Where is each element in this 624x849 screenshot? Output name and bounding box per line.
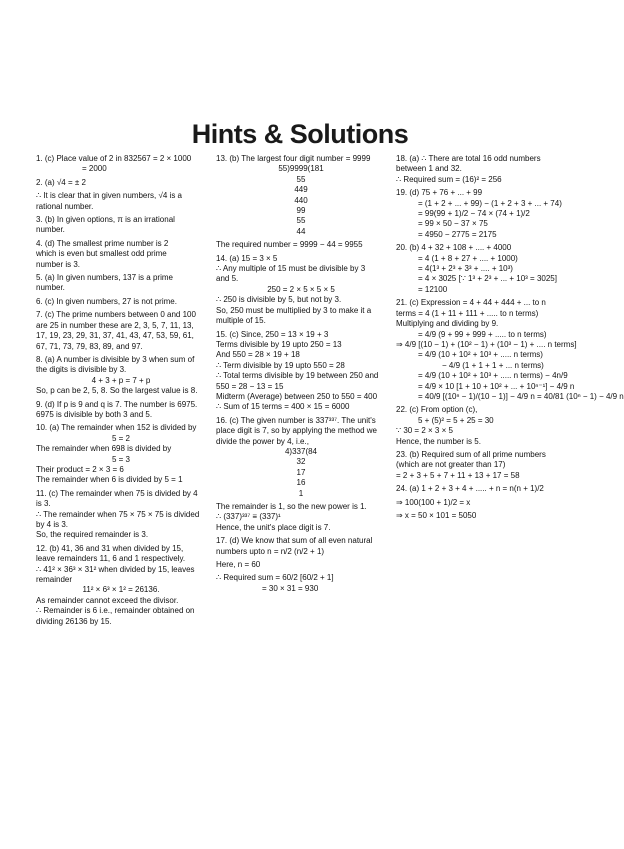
solution-line: = 12100 <box>418 284 448 294</box>
solution-line: Their product = 2 × 3 = 6 <box>36 464 124 474</box>
solution-line: multiple of 15. <box>216 316 266 326</box>
solution-line: = 4(1³ + 2³ + 3³ + .... + 10³) <box>418 264 513 274</box>
solution-line: Here, n = 60 <box>216 560 261 570</box>
solution-line: 4)337(84 <box>284 446 318 456</box>
solution-line: remainder <box>36 575 73 585</box>
solution-item <box>396 484 568 521</box>
solution-item <box>396 154 568 185</box>
solution-line: leave remainders 11, 6 and 1 respectively. <box>36 554 186 564</box>
solution-line: (which are not greater than 17) <box>396 460 506 470</box>
solution-line: 32 <box>296 457 306 467</box>
solution-line: 55 <box>296 216 306 226</box>
solution-line: 17, 19, 23, 29, 31, 37, 41, 43, 47, 53, 59, 61, <box>36 331 194 341</box>
solution-line: ∴ It is clear that in given numbers, √4 is a <box>36 191 182 201</box>
solution-line: = 4/9 (10 + 10² + 10³ + ..... n terms) − 4n/9 <box>418 371 568 381</box>
solution-line: ∴ 41² × 36³ × 31² when divided by 15, leaves <box>36 564 195 574</box>
solution-line: = 2 + 3 + 5 + 7 + 11 + 13 + 17 = 58 <box>396 470 520 480</box>
solution-line: ∴ Sum of 15 terms = 400 × 15 = 6000 <box>216 402 350 412</box>
solution-item <box>216 416 386 533</box>
solution-line: 5 + (5)² = 5 + 25 = 30 <box>418 415 494 425</box>
solution-line: number. <box>36 225 65 235</box>
solution-line: 11² × 6³ × 1² = 26136. <box>82 585 160 595</box>
solution-line: 440 <box>294 195 308 205</box>
solution-item <box>36 310 206 352</box>
solution-line: 5. (a) In given numbers, 137 is a prime <box>36 273 173 283</box>
solution-line: = 99 × 50 − 37 × 75 <box>418 219 488 229</box>
solution-item <box>396 450 568 481</box>
solution-line: ∴ Required sum = 60/2 [60/2 + 1] <box>216 573 334 583</box>
solution-line: 13. (b) The largest four digit number = 9999 <box>216 154 371 163</box>
solution-line: 23. (b) Required sum of all prime numbers <box>396 449 546 459</box>
solution-item <box>36 400 206 421</box>
solution-line: 6. (c) In given numbers, 27 is not prime. <box>36 296 177 306</box>
solution-item <box>36 154 206 175</box>
solution-line: which is even but smallest odd prime <box>36 249 167 259</box>
solution-line: 21. (c) Expression = 4 + 44 + 444 + ... to n <box>396 298 546 308</box>
solution-line: Hence, the unit's place digit is 7. <box>216 522 331 532</box>
solution-line: 22. (c) From option (c), <box>396 405 478 415</box>
solution-item <box>216 154 386 251</box>
column-2 <box>216 154 386 594</box>
solution-line: = 4/9 (9 + 99 + 999 + ..... to n terms) <box>418 329 547 339</box>
solution-line: Hence, the number is 5. <box>396 436 481 446</box>
solution-line: 19. (d) 75 + 76 + ... + 99 <box>396 188 483 198</box>
solution-line: ⇒ x = 50 × 101 = 5050 <box>396 511 477 520</box>
solution-line: 14. (a) 15 = 3 × 5 <box>216 253 278 263</box>
solution-line: 8. (a) A number is divisible by 3 when sum of <box>36 354 195 364</box>
solution-line: So, p can be 2, 5, 8. So the largest value is 8. <box>36 386 198 396</box>
solution-line: ∴ The remainder when 75 × 75 × 75 is divided <box>36 509 200 519</box>
solution-item <box>216 536 386 594</box>
solution-line: dividing 26136 by 15. <box>36 616 112 626</box>
solution-line: 55 <box>296 174 306 184</box>
solution-line: 15. (c) Since, 250 = 13 × 19 + 3 <box>216 329 329 339</box>
solution-line: So, the required remainder is 3. <box>36 530 149 540</box>
solution-line: number is 3. <box>36 259 81 269</box>
solution-line: ∴ Total terms divisible by 19 between 250 and <box>216 371 379 381</box>
solution-item <box>36 239 206 270</box>
solution-item <box>36 273 206 294</box>
solution-line: ∴ Term divisible by 19 upto 550 = 28 <box>216 360 345 370</box>
solution-line: − 4/9 (1 + 1 + 1 + ... n terms) <box>442 360 544 370</box>
solution-item <box>36 489 206 541</box>
solution-line: the digits is divisible by 3. <box>36 365 127 375</box>
solution-line: 7. (c) The prime numbers between 0 and 100 <box>36 310 196 320</box>
solution-line: ⇒ 100(100 + 1)/2 = x <box>396 497 471 507</box>
solution-line: 20. (b) 4 + 32 + 108 + .... + 4000 <box>396 243 512 253</box>
solution-line: rational number. <box>36 201 94 211</box>
solution-line: ∴ Required sum = (16)² = 256 <box>396 174 502 184</box>
solution-line: = 4/9 (10 + 10² + 10³ + ..... n terms) <box>418 350 543 360</box>
solution-line: 5 = 2 <box>111 433 130 443</box>
solution-line: are 25 in number these are 2, 3, 5, 7, 11, 13, <box>36 320 194 330</box>
solution-line: = 2000 <box>82 164 107 174</box>
solution-item <box>36 215 206 236</box>
solution-item <box>396 188 568 240</box>
solution-line: 12. (b) 41, 36 and 31 when divided by 15, <box>36 543 184 553</box>
solution-line: 44 <box>296 226 306 236</box>
solution-line: divide the power by 4, i.e., <box>216 436 309 446</box>
solution-line: numbers upto n = n/2 (n/2 + 1) <box>216 546 325 556</box>
solution-line: 3. (b) In given options, π is an irrational <box>36 215 175 225</box>
column-3 <box>396 154 624 521</box>
page-title: Hints & Solutions <box>191 119 409 149</box>
solution-item <box>36 544 206 627</box>
solution-item <box>36 423 206 485</box>
solution-line: 24. (a) 1 + 2 + 3 + 4 + ..... + n = n(n + 1)/2 <box>396 484 544 494</box>
solution-line: 250 = 2 × 5 × 5 × 5 <box>267 284 335 294</box>
column-1 <box>36 154 206 627</box>
solution-line: ∴ Remainder is 6 i.e., remainder obtained on <box>36 606 195 616</box>
solution-line: ∵ 30 = 2 × 3 × 5 <box>396 426 453 436</box>
solution-line: = 4/9 × 10 [1 + 10 + 10² + ... + 10ⁿ⁻¹] − 4/9 n <box>418 381 575 391</box>
solution-line: between 1 and 32. <box>396 164 462 174</box>
solution-line: 550 = 28 − 13 = 15 <box>216 381 284 391</box>
solution-line: 99 <box>296 206 306 216</box>
solution-line: 18. (a) ∴ There are total 16 odd numbers <box>396 154 541 163</box>
solution-line: The remainder when 698 is divided by <box>36 444 172 454</box>
solution-line: 16 <box>296 478 306 488</box>
solution-line: Multiplying and dividing by 9. <box>396 319 499 329</box>
solution-item <box>216 330 386 413</box>
solution-line: = 4950 − 2775 = 2175 <box>418 229 497 239</box>
solution-line: 11. (c) The remainder when 75 is divided by 4 <box>36 488 198 498</box>
solution-line: ⇒ 4/9 [(10 − 1) + (10² − 1) + (10³ − 1) + .... n terms] <box>396 339 577 349</box>
solution-line: As remainder cannot exceed the divisor. <box>36 595 179 605</box>
solution-line: 17 <box>296 467 306 477</box>
solution-line: 6975 is divisible by both 3 and 5. <box>36 409 153 419</box>
solution-line: = 99(99 + 1)/2 − 74 × (74 + 1)/2 <box>418 209 530 219</box>
solution-line: 10. (a) The remainder when 152 is divided by <box>36 423 197 433</box>
solution-line: 2. (a) √4 = ± 2 <box>36 177 86 187</box>
solution-item <box>36 178 206 212</box>
solution-line: = 30 × 31 = 930 <box>262 583 319 593</box>
solution-item <box>36 297 206 307</box>
solution-line: 17. (d) We know that sum of all even natural <box>216 536 373 546</box>
solution-line: The required number = 9999 − 44 = 9955 <box>216 240 363 250</box>
solution-line: = 4 (1 + 8 + 27 + .... + 1000) <box>418 253 518 263</box>
solution-item <box>396 298 624 402</box>
solution-line: 55)9999(181 <box>278 164 324 174</box>
solution-line: ∴ Any multiple of 15 must be divisible by 3 <box>216 264 366 274</box>
solution-line: The remainder is 1, so the new power is 1. <box>216 502 367 511</box>
solution-line: is 3. <box>36 499 51 509</box>
solution-item <box>396 243 568 295</box>
solution-line: terms = 4 (1 + 11 + 111 + ..... to n terms) <box>396 308 539 318</box>
solution-line: = 40/9 [(10ⁿ − 1)/(10 − 1)] − 4/9 n = 40/81 (10ⁿ − 1) − 4/9 n <box>418 391 624 401</box>
solution-line: 5 = 3 <box>111 454 130 464</box>
solution-line: Midterm (Average) between 250 to 550 = 400 <box>216 391 378 401</box>
solution-line: ∴ 250 is divisible by 5, but not by 3. <box>216 295 342 305</box>
solution-line: Terms divisible by 19 upto 250 = 13 <box>216 339 342 349</box>
solution-line: ∴ (337)³³⁷ ≡ (337)¹ <box>216 512 281 522</box>
solution-line: 1 <box>298 488 304 498</box>
solution-line: by 4 is 3. <box>36 520 69 529</box>
solution-line: 67, 71, 73, 79, 83, 89, and 97. <box>36 341 143 351</box>
solution-line: 449 <box>294 185 308 195</box>
solution-line: 4 + 3 + p = 7 + p <box>91 375 151 385</box>
solution-line: So, 250 must be multiplied by 3 to make it a <box>216 305 372 315</box>
solution-line: 1. (c) Place value of 2 in 832567 = 2 × 1000 <box>36 154 192 163</box>
solution-line: and 5. <box>216 274 239 284</box>
solution-line: place digit is 7, so by applying the method we <box>216 426 377 436</box>
solution-line: 4. (d) The smallest prime number is 2 <box>36 238 169 248</box>
solution-line: number. <box>36 283 65 293</box>
solution-line: 16. (c) The given number is 337³³⁷. The unit's <box>216 415 376 425</box>
solution-item <box>216 254 386 327</box>
solution-line: 9. (d) If p is 9 and q is 7. The number is 6975. <box>36 399 198 409</box>
solution-item <box>396 405 568 447</box>
solution-line: The remainder when 6 is divided by 5 = 1 <box>36 475 183 485</box>
solution-line: = (1 + 2 + ... + 99) − (1 + 2 + 3 + ... + 74) <box>418 198 562 208</box>
solution-line: And 550 = 28 × 19 + 18 <box>216 350 300 360</box>
solution-item <box>36 355 206 397</box>
solution-line: = 4 × 3025 [∵ 1³ + 2³ + ... + 10³ = 3025] <box>418 274 557 284</box>
